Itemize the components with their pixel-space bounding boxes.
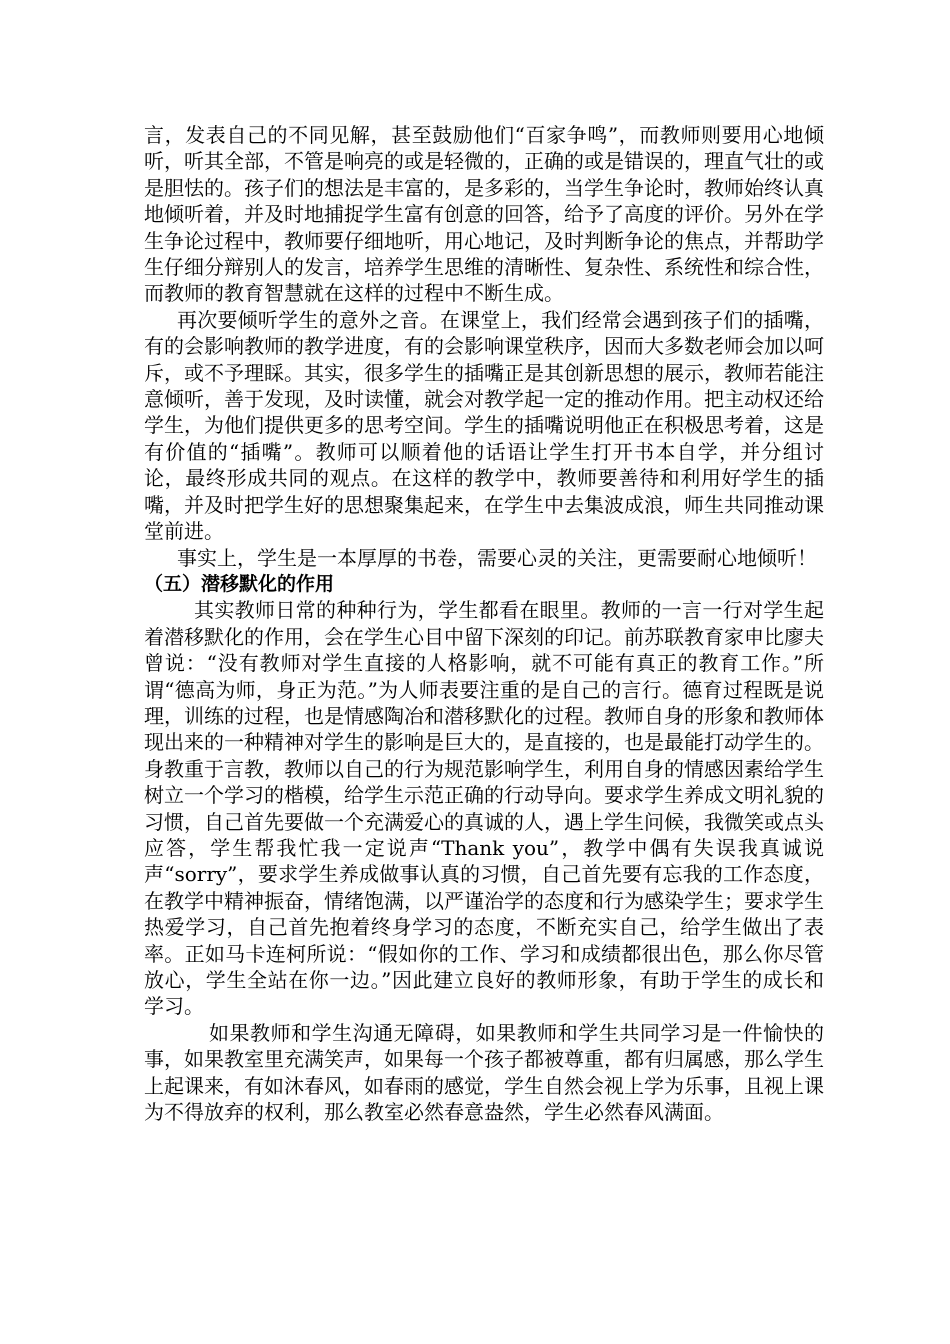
section-heading: （五）潜移默化的作用	[144, 572, 335, 595]
paragraph-2: 再次要倾听学生的意外之音。在课堂上，我们经常会遇到孩子们的插嘴，有的会影响教师的教学进度，有的会影响课堂秩序，因而大多数老师会加以呵斥，或不予理睬。其实，很多学生的插嘴正是其创新思想的展示，教师若能注意倾听，善于发现，及时读懂，就会对教学起一定的推动作用。把主动权还给学生，为他们提供更多的思考空间。学生的插嘴说明他正在积极思考着，这是有价值的“插嘴”。教师可以顺着他的话语让学生打开书本自学，并分组讨论，最终形成共同的观点。在这样的教学中，教师要善待和利用好学生的插嘴，并及时把学生好的思想聚集起来，在学生中去集波成浪，师生共同推动课堂前进。	[144, 307, 824, 544]
paragraph-1: 言，发表自己的不同见解，甚至鼓励他们“百家争鸣”，而教师则要用心地倾听，听其全部，不管是响亮的或是轻微的，正确的或是错误的，理直气壮的或是胆怯的。孩子们的想法是丰富的，是多彩的，当学生争论时，教师始终认真地倾听着，并及时地捕捉学生富有创意的回答，给予了高度的评价。另外在学生争论过程中，教师要仔细地听，用心地记，及时判断争论的焦点，并帮助学生仔细分辩别人的发言，培养学生思维的清晰性、复杂性、系统性和综合性，而教师的教育智慧就在这样的过程中不断生成。	[144, 123, 824, 306]
paragraph-4: 其实教师日常的种种行为，学生都看在眼里。教师的一言一行对学生起着潜移默化的作用，会在学生心目中留下深刻的印记。前苏联教育家申比廖夫曾说：“没有教师对学生直接的人格影响，就不可能有真正的教育工作。”所谓“德高为师，身正为范。”为人师表要注重的是自己的言行。德育过程既是说理，训练的过程，也是情感陶冶和潜移默化的过程。教师自身的形象和教师体现出来的一种精神对学生的影响是巨大的，是直接的，也是最能打动学生的。身教重于言教，教师以自己的行为规范影响学生，利用自身的情感因素给学生树立一个学习的楷模，给学生示范正确的行动导向。要求学生养成文明礼貌的习惯，自己首先要做一个充满爱心的真诚的人，遇上学生问候，我微笑或点头应答，学生帮我忙我一定说声“Thank you”，教学中偶有失误我真诚说声“sorry”，要求学生养成做事认真的习惯，自己首先要有忘我的工作态度，在教学中精神振奋，情绪饱满，以严谨治学的态度和行为感染学生；要求学生热爱学习，自己首先抱着终身学习的态度，不断充实自己，给学生做出了表率。正如马卡连柯所说：“假如你的工作、学习和成绩都很出色，那么你尽管放心，学生全站在你一边。”因此建立良好的教师形象，有助于学生的成长和学习。	[144, 598, 824, 1019]
paragraph-3: 事实上，学生是一本厚厚的书卷，需要心灵的关注，更需要耐心地倾听！	[177, 545, 817, 570]
document-body	[144, 122, 824, 1125]
paragraph-5: 如果教师和学生沟通无障碍，如果教师和学生共同学习是一件愉快的事，如果教室里充满笑声，如果每一个孩子都被尊重，都有归属感，那么学生上起课来，有如沐春风，如春雨的感觉，学生自然会视上学为乐事，且视上课为不得放弃的权利，那么教室必然春意盎然，学生必然春风满面。	[144, 1020, 824, 1125]
